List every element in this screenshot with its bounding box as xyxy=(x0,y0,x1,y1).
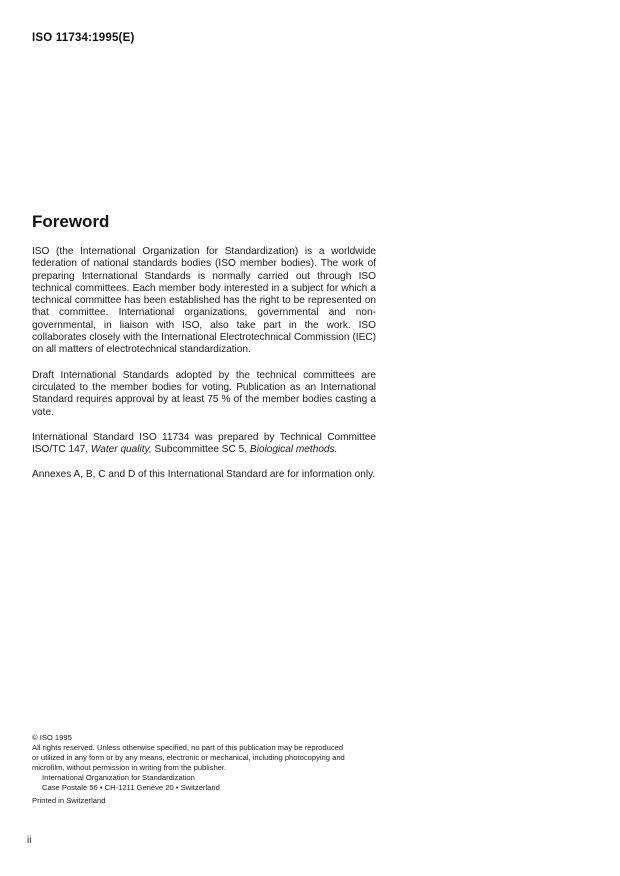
copyright-block xyxy=(32,733,388,806)
paragraph-prepared-by xyxy=(32,432,376,457)
paragraph-draft-standards: Draft International Standards adopted by the technical committees are circulated to the member bodies for voting. Publication as an International Standard requires approval by at least 75 % of the member bodies casting a vote. xyxy=(32,369,376,418)
copyright-line: © ISO 1995 xyxy=(32,733,72,742)
paragraph-annexes: Annexes A, B, C and D of this International Standard are for information only. xyxy=(32,469,376,481)
document-reference: ISO 11734:1995(E) xyxy=(32,32,135,44)
page-number: ii xyxy=(27,835,32,846)
section-heading: Foreword xyxy=(32,212,110,231)
rights-line-2: or utilized in any form or by any means, electronic or mechanical, including photocopying and xyxy=(32,753,345,762)
paragraph-iso-intro: ISO (the International Organization for Standardization) is a worldwide federation of national standards bodies (ISO member bodies). The work of preparing International Standards is normally carried out through ISO technical committees. Each member body interested in a subject for which a technical committee has been established has the right to be represented on that committee. International organizations, governmental and non-governmental, in liaison with ISO, also take part in the work. ISO collaborates closely with the International Electrotechnical Commission (IEC) on all matters of electrotechnical standardization. xyxy=(32,246,376,356)
foreword-body xyxy=(32,246,376,495)
organization-name: International Organization for Standardization xyxy=(42,773,195,782)
rights-line-1: All rights reserved. Unless otherwise specified, no part of this publication may be reproduced xyxy=(32,743,344,752)
subcommittee-title: Biological methods. xyxy=(249,444,338,456)
prepared-by-lead: International Standard ISO 11734 was prepared by Technical Committee ISO/TC 147, xyxy=(32,431,376,456)
prepared-by-mid: Subcommittee SC 5, xyxy=(151,444,250,456)
printed-in: Printed in Switzerland xyxy=(32,796,106,805)
committee-title: Water quality, xyxy=(90,444,152,456)
rights-line-3: microfilm, without permission in writing from the publisher. xyxy=(32,763,227,772)
organization-address: Case Postale 56 • CH-1211 Genève 20 • Switzerland xyxy=(42,783,220,792)
